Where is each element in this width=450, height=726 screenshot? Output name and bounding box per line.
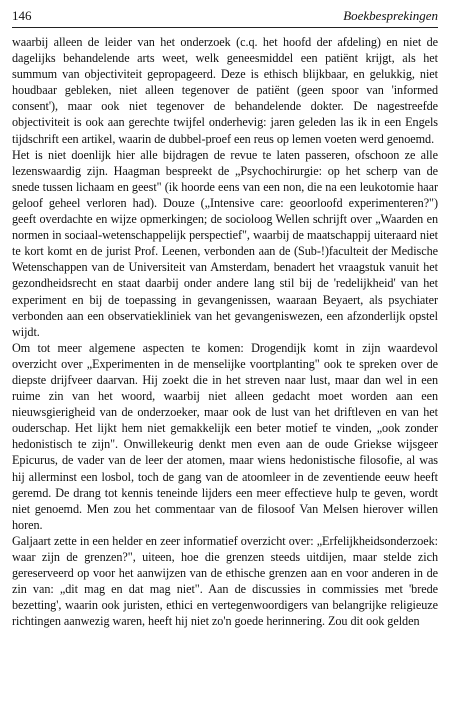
body-text [12, 34, 438, 629]
paragraph: Om tot meer algemene aspecten te komen: Drogendijk komt in zijn waardevol overzicht over „Experimenten in de menselijke voortplanting" ook te spreken over de diepste drijfveer daarvan. Hij zoekt die in het streven naar lust, maar dan wel in een ruime zin van het woord, waarbij niet alleen gedacht moet worden aan een nieuwsgierigheid van de onderzoeker, maar ook de lust van het driftleven en van het ouderschap. Het lijkt hem niet gemakkelijk een beter motief te vinden, „ook zonder hedonistisch te zijn". Onwillekeurig denkt men even aan de oude Griekse wijsgeer Epicurus, de vader van de leer der atomen, maar wiens hedonistische filosofie, al was hij allerminst een losbol, toch de gang van de atoomleer in de zeventiende eeuw heeft geremd. De drang tot kennis teneinde lijders een meer effectieve hulp te geven, wordt niet genoemd. Men zou het commentaar van de filosoof Van Melsen hierover willen horen. [12, 340, 438, 532]
paragraph: Het is niet doenlijk hier alle bijdragen de revue te laten passeren, ofschoon ze alle lezenswaardig zijn. Haagman bespreekt de „Psychochirurgie: op het scherp van de snede tussen lichaam en geest" (ik hoorde eens van een non, die na een leukotomie haar geloof geheel verloren had). Douze („Intensive care: geoorloofd experimenteren?") geeft overdachte en wijze opmerkingen; de socioloog Wellen schrijft over „Waarden en normen in sociaal-wetenschappelijk perspectief", waarbij de maatschappij uiteraard niet te kort komt en de jurist Prof. Leenen, verbonden aan de (Sub-!)faculteit der Medische Wetenschappen van de Universiteit van Amsterdam, benadert het vraagstuk vanuit het gezondheidsrecht en staat daarbij onder andere lang stil bij de 'redelijkheid' van het experiment en bij de toepassing in gevangenissen, waaraan Beyaert, als psychiater verbonden aan een observatiekliniek van het gevangeniswezen, een afzonderlijk opstel wijdt. [12, 147, 438, 339]
paragraph: waarbij alleen de leider van het onderzoek (c.q. het hoofd der afdeling) en niet de dagelijks behandelende arts weet, welk geneesmiddel een patiënt krijgt, als het summum van objectiviteit gepropageerd. Deze is ethisch blijkbaar, en gelukkig, niet houdbaar gebleken, niet alleen tegenover de patiënt (geen spoor van 'informed consent'), maar ook niet tegenover de behandelende dokter. De nagestreefde objectiviteit is ook aan gerechte twijfel onderhevig: jaren geleden las ik in een Engels tijdschrift een artikel, waarin de dubbel-proef een reus op lemen voeten werd genoemd. [12, 35, 438, 146]
page-number: 146 [12, 8, 32, 23]
section-title: Boekbesprekingen [343, 8, 438, 23]
running-header [12, 8, 438, 28]
paragraph: Galjaart zette in een helder en zeer informatief overzicht over: „Erfelijkheidsonderzoek: waar zijn de grenzen?", uiteen, hoe die grenzen steeds uitdijen, maar stelde zich gereserveerd op voor het aanwijzen van de ethische grenzen aan en voor anderen in de zin van: „dit mag en dat mag niet". Aan de discussies in commissies met 'brede bezetting', waarin ook juristen, ethici en vertegenwoordigers van belangrijke religieuze richtingen aanwezig waren, heeft hij niet zo'n goede herinnering. Zou dit ook gelden [12, 533, 438, 629]
